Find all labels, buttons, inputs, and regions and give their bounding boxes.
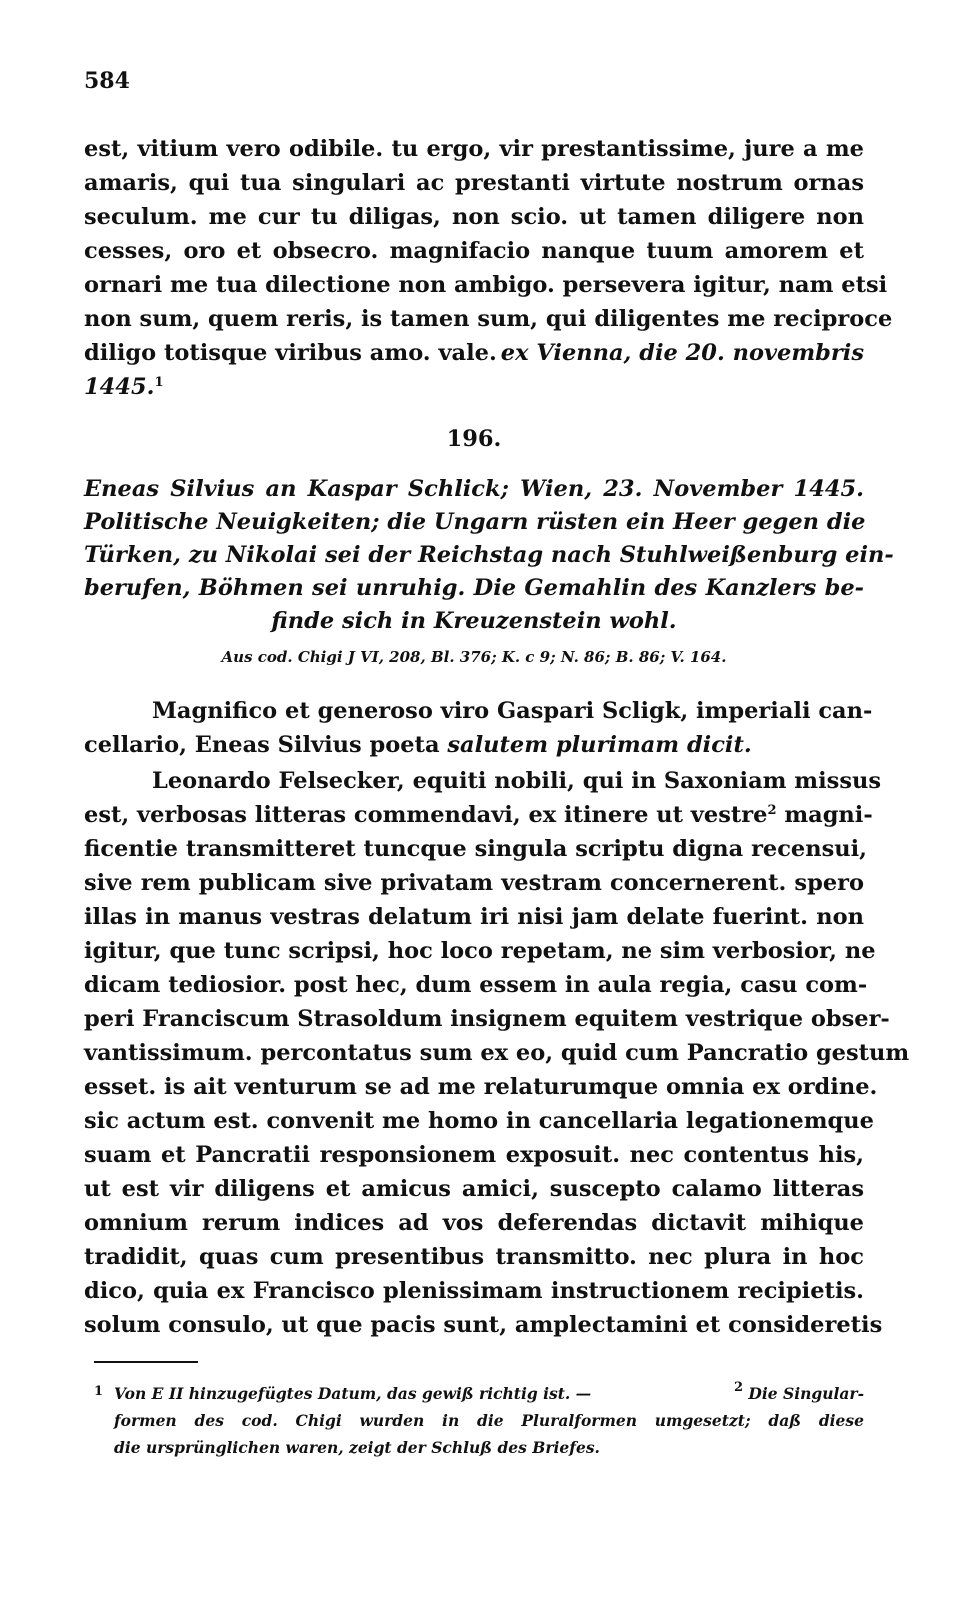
body-line: peri Franciscum Strasoldum insignem equitem vestrique obser- <box>84 1006 890 1032</box>
text-line: ornari me tua dilectione non ambigo. persevera igitur, nam etsi <box>84 272 888 298</box>
body-line <box>84 798 873 832</box>
body-line: tradidit, quas cum presentibus transmitto. nec plura in hoc <box>84 1244 864 1270</box>
footnote-line <box>114 1380 864 1407</box>
text-segment: Die Singular- <box>748 1384 864 1403</box>
date-line: ex Vienna, die 20. novembris <box>500 340 864 366</box>
footnote-line: die ursprünglichen waren, zeigt der Schluß des Briefes. <box>114 1438 600 1457</box>
text-segment: est, verbosas litteras commendavi, ex itinere ut vestre <box>84 802 768 828</box>
body-line: ficentie transmitteret tuncque singula scriptu digna recensui, <box>84 836 868 862</box>
body-line: suam et Pancratii responsionem exposuit. nec contentus his, <box>84 1142 864 1168</box>
footnote-ref: 2 <box>733 1380 744 1395</box>
body-line: dico, quia ex Francisco plenissimam instructionem recipietis. <box>84 1278 864 1304</box>
heading-line: finde sich in Kreuzenstein wohl. <box>271 608 677 634</box>
body-line: Leonardo Felsecker, equiti nobili, qui in Saxoniam missus <box>152 768 882 794</box>
text-line: seculum. me cur tu diligas, non scio. ut tamen diligere non <box>84 204 864 230</box>
text-line: cesses, oro et obsecro. magnifacio nanque tuum amorem et <box>84 238 864 264</box>
text-segment: salutem plurimam dicit. <box>447 732 752 758</box>
body-line: esset. is ait venturum se ad me relaturumque omnia ex ordine. <box>84 1074 878 1100</box>
text-segment: diligo totisque viribus amo. vale. <box>84 340 497 366</box>
page-number: 584 <box>84 68 130 94</box>
body-line: sic actum est. convenit me homo in cancellaria legationemque <box>84 1108 874 1134</box>
letter-number: 196. <box>446 426 502 452</box>
heading-line: berufen, Böhmen sei unruhig. Die Gemahlin des Kanzlers be- <box>84 575 864 601</box>
body-line: igitur, que tunc scripsi, hoc loco repetam, ne sim verbosior, ne <box>84 938 876 964</box>
text-line: non sum, quem reris, is tamen sum, qui diligentes me reciproce <box>84 306 893 332</box>
footnote-divider <box>94 1361 198 1363</box>
footnote-ref: 1 <box>154 375 164 390</box>
body-line: ut est vir diligens et amicus amici, suscepto calamo litteras <box>84 1176 864 1202</box>
source-citation: Aus cod. Chigi J VI, 208, Bl. 376; K. c 9; N. 86; B. 86; V. 164. <box>221 648 727 666</box>
body-line: vantissimum. percontatus sum ex eo, quid cum Pancratio gestum <box>84 1040 910 1066</box>
heading-line: Türken, zu Nikolai sei der Reichstag nach Stuhlweißenburg ein- <box>84 542 894 568</box>
body-line: dicam tediosior. post hec, dum essem in aula regia, casu com- <box>84 972 868 998</box>
body-line: illas in manus vestras delatum iri nisi jam delate fuerint. non <box>84 904 864 930</box>
text-line <box>84 370 864 404</box>
footnote-ref: 2 <box>767 803 777 818</box>
salutation-line: Magnifico et generoso viro Gaspari Scligk, imperiali can- <box>152 698 873 724</box>
text-line: est, vitium vero odibile. tu ergo, vir prestantissime, jure a me <box>84 136 864 162</box>
text-segment: magni- <box>776 802 873 828</box>
date-year: 1445. <box>84 374 155 400</box>
text-segment: cellario, Eneas Silvius poeta <box>84 732 440 758</box>
text-line <box>84 336 864 370</box>
salutation-line <box>84 728 864 762</box>
heading-line: Eneas Silvius an Kaspar Schlick; Wien, 23. November 1445. <box>84 476 864 502</box>
footnote-number: 1 <box>94 1384 104 1399</box>
body-line: sive rem publicam sive privatam vestram concernerent. spero <box>84 870 864 896</box>
body-line: solum consulo, ut que pacis sunt, amplectamini et consideretis <box>84 1312 883 1338</box>
footnote-line: formen des cod. Chigi wurden in die Pluralformen umgesetzt; daß diese <box>114 1411 864 1430</box>
body-line: omnium rerum indices ad vos deferendas dictavit mihique <box>84 1210 864 1236</box>
heading-line: Politische Neuigkeiten; die Ungarn rüsten ein Heer gegen die <box>84 509 866 535</box>
text-line: amaris, qui tua singulari ac prestanti virtute nostrum ornas <box>84 170 864 196</box>
text-segment: Von E II hinzugefügtes Datum, das gewiß richtig ist. — <box>114 1384 592 1403</box>
